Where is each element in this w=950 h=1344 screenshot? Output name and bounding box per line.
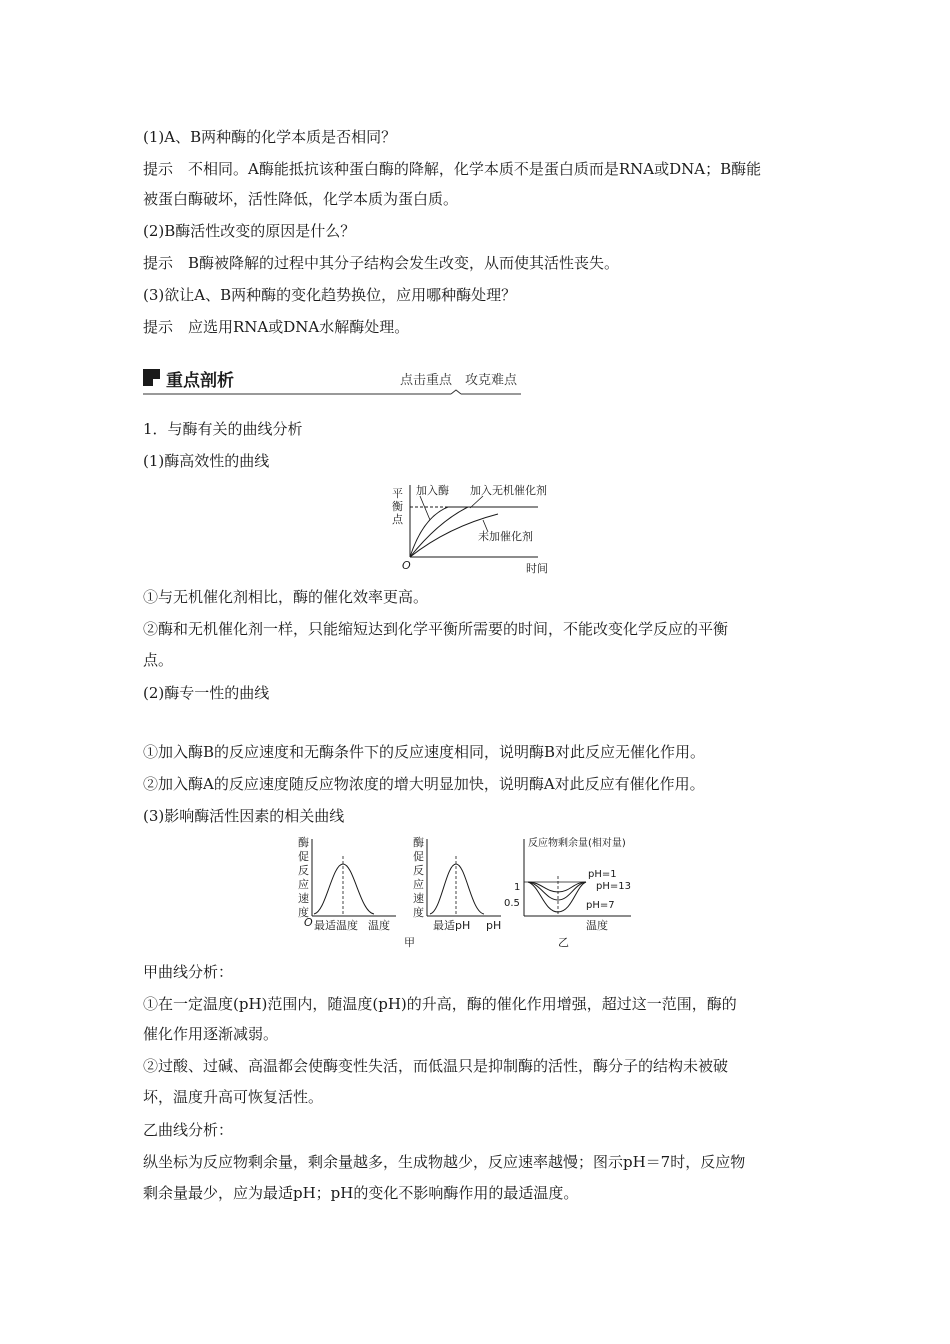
subheading-2: (2)酶专一性的曲线 (143, 684, 270, 702)
fig1-origin: O (402, 559, 411, 572)
fig3-left-ylabel-3: 反 (298, 864, 309, 877)
fig1-xlabel: 时间 (526, 562, 548, 575)
paragraph-5-line-1: ①在一定温度(pH)范围内，随温度(pH)的升高，酶的催化作用增强，超过这一范围，酶的 (143, 995, 737, 1013)
answer-1-line-1: 提示 不相同。A酶能抵抗该种蛋白酶的降解，化学本质不是蛋白质而是RNA或DNA；B酶能 (143, 160, 762, 178)
fig1-label-enzyme: 加入酶 (416, 484, 449, 497)
fig3-left-xmark: 最适温度 (314, 919, 358, 932)
question-2: (2)B酶活性改变的原因是什么？ (143, 222, 356, 240)
fig3-left-ylabel-4: 应 (298, 878, 309, 891)
fig3-mid-xlabel: pH (486, 919, 502, 932)
answer-1-line-2: 被蛋白酶破坏，活性降低，化学本质为蛋白质。 (143, 190, 459, 208)
subheading-3: (3)影响酶活性因素的相关曲线 (143, 807, 345, 825)
paragraph-6-line-2: 坏，温度升高可恢复活性。 (143, 1088, 324, 1106)
question-1: (1)A、B两种酶的化学本质是否相同？ (143, 128, 397, 146)
fig3-mid-ylabel-5: 速 (413, 892, 424, 905)
enzyme-efficiency-figure (388, 482, 563, 577)
fig3-mid-ylabel-2: 促 (413, 850, 424, 863)
jia-analysis-title: 甲曲线分析： (143, 963, 234, 981)
section-title: 重点剖析 (166, 371, 234, 391)
paragraph-1: ①与无机催化剂相比，酶的催化效率更高。 (143, 588, 429, 606)
fig3-left-ylabel-1: 酶 (298, 836, 309, 849)
fig3-left-ylabel-5: 速 (298, 892, 309, 905)
fig3-right-ylabel: 反应物剩余量(相对量) (528, 838, 626, 849)
paragraph-2-line-1: ②酶和无机催化剂一样，只能缩短达到化学平衡所需要的时间，不能改变化学反应的平衡 (143, 620, 729, 638)
yi-analysis-title: 乙曲线分析： (143, 1121, 234, 1139)
subheading-1: (1)酶高效性的曲线 (143, 452, 270, 470)
answer-3: 提示 应选用RNA或DNA水解酶处理。 (143, 318, 410, 336)
fig3-ph7: pH=7 (586, 900, 615, 911)
fig3-mid-ylabel-1: 酶 (413, 836, 424, 849)
fig1-label-inorganic: 加入无机催化剂 (470, 484, 547, 497)
paragraph-7-line-1: 纵坐标为反应物剩余量，剩余量越多，生成物越少，反应速率越慢；图示pH＝7时，反应物 (143, 1153, 746, 1171)
section-square-icon (143, 369, 160, 386)
section-subtitle: 点击重点 攻克难点 (399, 373, 517, 388)
fig3-mid-xmark: 最适pH (433, 919, 471, 932)
fig3-ph13: pH=13 (596, 881, 631, 892)
paragraph-3: ①加入酶B的反应速度和无酶条件下的反应速度相同，说明酶B对此反应无催化作用。 (143, 743, 706, 761)
fig3-tick-05: 0.5 (504, 898, 520, 909)
fig1-ylabel-1: 平 (392, 487, 403, 500)
paragraph-7-line-2: 剩余量最少，应为最适pH；pH的变化不影响酶作用的最适温度。 (143, 1184, 579, 1202)
fig1-label-none: 未加催化剂 (478, 530, 533, 543)
section-underline (143, 388, 523, 398)
paragraph-5-line-2: 催化作用逐渐减弱。 (143, 1025, 279, 1043)
heading-1: 1．与酶有关的曲线分析 (143, 420, 303, 438)
paragraph-4: ②加入酶A的反应速度随反应物浓度的增大明显加快，说明酶A对此反应有催化作用。 (143, 775, 705, 793)
fig3-left-ylabel-6: 度 (298, 906, 309, 919)
paragraph-2-line-2: 点。 (143, 651, 174, 669)
fig3-right-xlabel: 温度 (586, 919, 608, 932)
paragraph-6-line-1: ②过酸、过碱、高温都会使酶变性失活，而低温只是抑制酶的活性，酶分子的结构未被破 (143, 1057, 729, 1075)
fig3-ph1: pH=1 (588, 869, 617, 880)
fig3-tick-1: 1 (514, 882, 521, 893)
fig3-caption-yi: 乙 (558, 936, 569, 949)
question-3: (3)欲让A、B两种酶的变化趋势换位，应用哪种酶处理？ (143, 286, 517, 304)
enzyme-activity-figure (296, 834, 636, 952)
fig3-caption-jia: 甲 (404, 936, 415, 949)
fig1-ylabel-3: 点 (392, 513, 403, 526)
fig3-left-ylabel-2: 促 (298, 850, 309, 863)
fig3-mid-ylabel-6: 度 (413, 906, 424, 919)
fig3-mid-ylabel-3: 反 (413, 864, 424, 877)
answer-2: 提示 B酶被降解的过程中其分子结构会发生改变，从而使其活性丧失。 (143, 254, 620, 272)
fig3-left-origin: O (304, 916, 313, 929)
fig3-left-xlabel: 温度 (368, 919, 390, 932)
fig3-mid-ylabel-4: 应 (413, 878, 424, 891)
fig1-ylabel-2: 衡 (392, 500, 403, 513)
